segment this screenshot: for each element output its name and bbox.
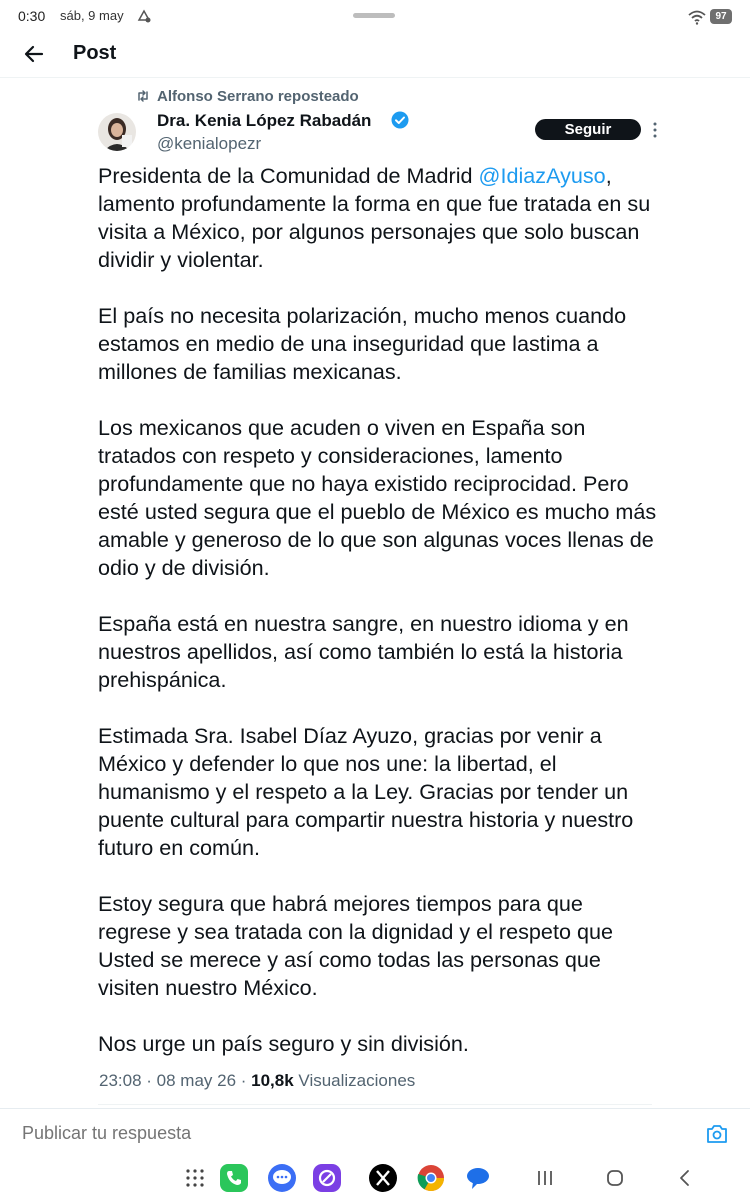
browser-app-icon[interactable] — [312, 1163, 342, 1193]
recents-nav-icon[interactable] — [530, 1163, 560, 1193]
chat-app-icon[interactable] — [463, 1163, 493, 1193]
x-app-icon[interactable] — [368, 1163, 398, 1193]
camera-icon[interactable] — [706, 1124, 728, 1144]
follow-button[interactable]: Seguir — [535, 119, 641, 140]
messages-app-icon[interactable] — [267, 1163, 297, 1193]
more-options-icon[interactable] — [651, 120, 659, 140]
avatar[interactable] — [98, 113, 136, 151]
tweet-paragraph-3: Los mexicanos que acuden o viven en España son tratados con respeto y consideraciones, lamento profundamente que no haya existido reciprocidad. Pero esté usted segura que el pueblo de México es mucho más amable y generoso de lo que son algunas voces llenas de odio y de división. — [98, 415, 657, 580]
phone-app-icon[interactable] — [219, 1163, 249, 1193]
page-title: Post — [73, 42, 117, 64]
back-nav-icon[interactable] — [670, 1163, 700, 1193]
reply-bar — [0, 1108, 750, 1158]
author-handle[interactable]: @kenialopezr — [157, 134, 262, 153]
tweet-meta — [99, 1071, 415, 1091]
verified-badge-icon — [391, 111, 409, 129]
views-count[interactable]: 10,8k — [251, 1071, 294, 1090]
apps-grid-icon[interactable] — [180, 1163, 210, 1193]
reply-input[interactable] — [22, 1123, 622, 1144]
battery-indicator: 97 — [710, 9, 732, 24]
tweet-paragraph-2: El país no necesita polarización, mucho menos cuando estamos en medio de una inseguridad que lastima a millones de familias mexicanas. — [98, 303, 627, 384]
tweet-paragraph-5: Estimada Sra. Isabel Díaz Ayuzo, gracias por venir a México y defender lo que nos une: la libertad, el humanismo y el respeto a la Ley. Gracias por tender un puente cultural para compartir nuestra historia y nuestro futuro en común. — [98, 723, 634, 860]
top-nav — [0, 36, 750, 78]
tweet-paragraph-1 — [98, 162, 658, 274]
tweet-paragraph-4: España está en nuestra sangre, en nuestro idioma y en nuestros apellidos, así como también lo está la historia prehispánica. — [98, 611, 629, 692]
tweet-text — [98, 162, 658, 1058]
back-arrow-icon[interactable] — [22, 42, 46, 66]
chrome-app-icon[interactable] — [416, 1163, 446, 1193]
tweet-text-span: Presidenta de la Comunidad de Madrid — [98, 163, 479, 188]
tweet-datetime[interactable]: 23:08 · 08 may 26 · — [99, 1071, 252, 1090]
avatar-image — [98, 113, 136, 151]
views-label[interactable]: Visualizaciones — [293, 1071, 416, 1090]
status-time: 0:30 — [18, 8, 46, 24]
status-pill — [353, 13, 395, 18]
home-nav-icon[interactable] — [600, 1163, 630, 1193]
mention-link[interactable]: @IdiazAyuso — [478, 163, 606, 188]
tweet-paragraph-6: Estoy segura que habrá mejores tiempos para que regrese y sea tratada con la dignidad y el respeto que Usted se merece y así como todas las personas que visiten nuestro México. — [98, 891, 613, 1000]
wifi-icon — [688, 9, 706, 25]
author-name[interactable]: Dra. Kenia López Rabadán — [157, 111, 372, 130]
status-date: sáb, 9 may — [60, 8, 124, 23]
tweet-text-span: , lamento profundamente la forma en que fue tratada en su visita a México, por algunos personajes que solo buscan dividir y violentar. — [98, 163, 651, 272]
status-bar — [0, 0, 750, 36]
divider — [98, 1104, 652, 1105]
repost-icon — [136, 89, 150, 103]
repost-label: Alfonso Serrano reposteado — [157, 88, 359, 105]
notification-icon — [136, 8, 152, 24]
tweet-paragraph-7: Nos urge un país seguro y sin división. — [98, 1031, 469, 1056]
system-dock — [0, 1158, 750, 1200]
